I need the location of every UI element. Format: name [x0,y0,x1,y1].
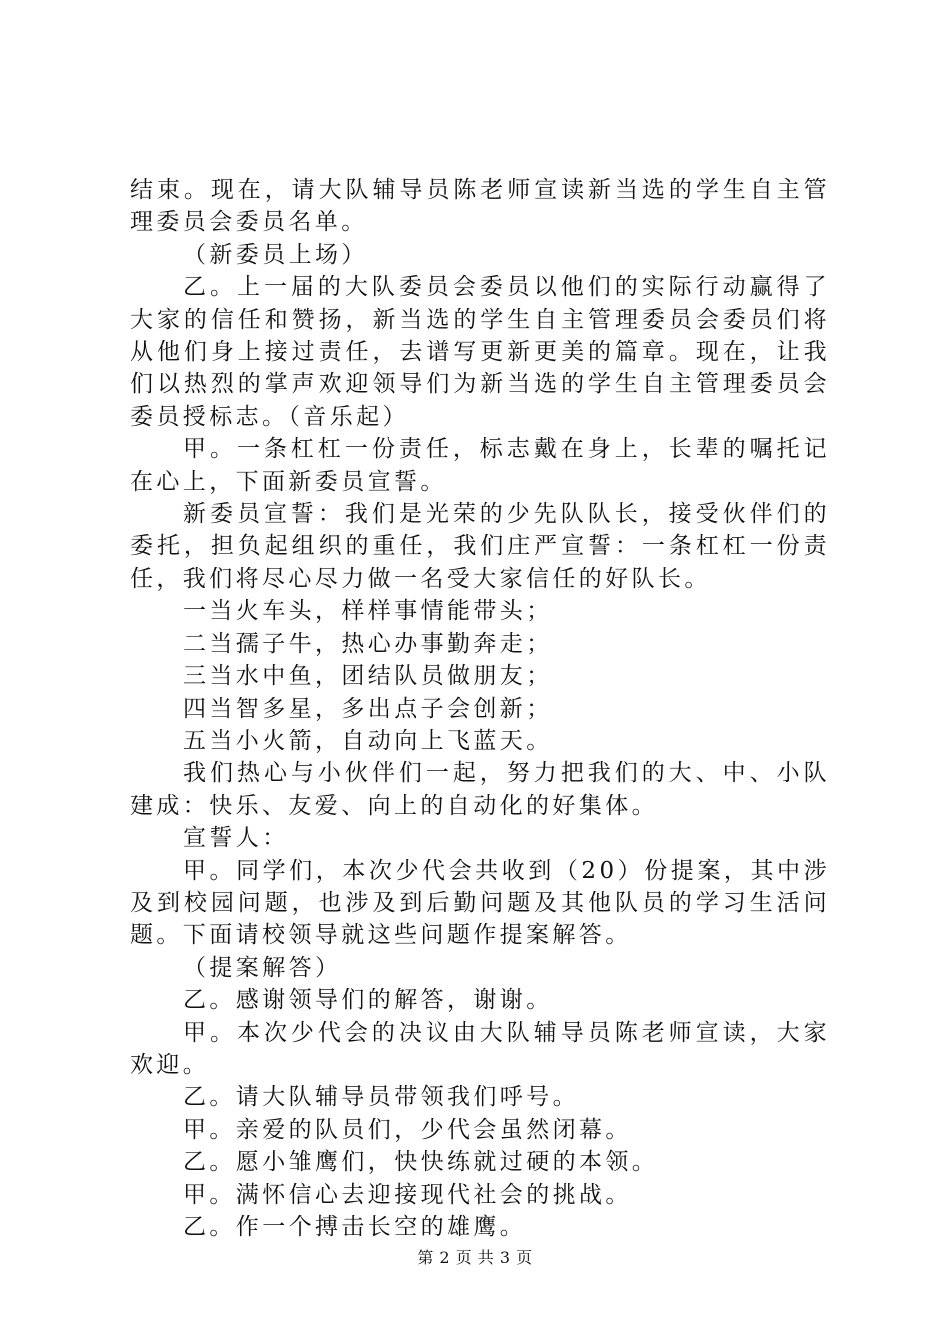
paragraph: 甲。同学们，本次少代会共收到（20）份提案，其中涉及到校园问题，也涉及到后勤问题及其他队员的学习生活问题。下面请校领导就这些问题作提案解答。 [130,857,830,949]
paragraph: 四当智多星，多出点子会创新； [183,695,553,722]
paragraph: 宣誓人： [183,825,289,852]
paragraph: 甲。亲爱的队员们，少代会虽然闭幕。 [183,1116,632,1143]
paragraph: 五当小火箭，自动向上飞蓝天。 [183,727,553,754]
paragraph: （新委员上场） [183,241,368,268]
paragraph: 一当火车头，样样事情能带头； [183,598,553,625]
paragraph: 甲。满怀信心去迎接现代社会的挑战。 [183,1181,632,1208]
paragraph: 乙。愿小雏鹰们，快快练就过硬的本领。 [183,1149,659,1176]
paragraph: 乙。上一届的大队委员会委员以他们的实际行动赢得了大家的信任和赞扬，新当选的学生自主管理委员会委员们将从他们身上接过责任，去谱写更新更美的篇章。现在，让我们以热烈的掌声欢迎领导们为新当选的学生自主管理委员会委员授标志。（音乐起） [130,274,830,430]
paragraph: 乙。请大队辅导员带领我们呼号。 [183,1084,579,1111]
paragraph: 结束。现在，请大队辅导员陈老师宣读新当选的学生自主管理委员会委员名单。 [130,177,830,236]
paragraph: 乙。感谢领导们的解答，谢谢。 [183,987,553,1014]
paragraph: 我们热心与小伙伴们一起，努力把我们的大、中、小队建成：快乐、友爱、向上的自动化的好集体。 [130,760,830,819]
paragraph: 甲。一条杠杠一份责任，标志戴在身上，长辈的嘱托记在心上，下面新委员宣誓。 [130,436,830,495]
paragraph: 三当水中鱼，团结队员做朋友； [183,663,553,690]
paragraph: （提案解答） [183,954,342,981]
document-body [130,174,830,1243]
paragraph: 乙。作一个搏击长空的雄鹰。 [183,1214,527,1240]
paragraph: 新委员宣誓：我们是光荣的少先队队长，接受伙伴们的委托，担负起组织的重任，我们庄严宣誓：一条杠杠一份责任，我们将尽心尽力做一名受大家信任的好队长。 [130,501,830,592]
page-number-footer: 第 2 页 共 3 页 [417,1248,533,1267]
paragraph: 甲。本次少代会的决议由大队辅导员陈老师宣读，大家欢迎。 [130,1019,830,1078]
paragraph: 二当孺子牛，热心办事勤奔走； [183,630,553,657]
